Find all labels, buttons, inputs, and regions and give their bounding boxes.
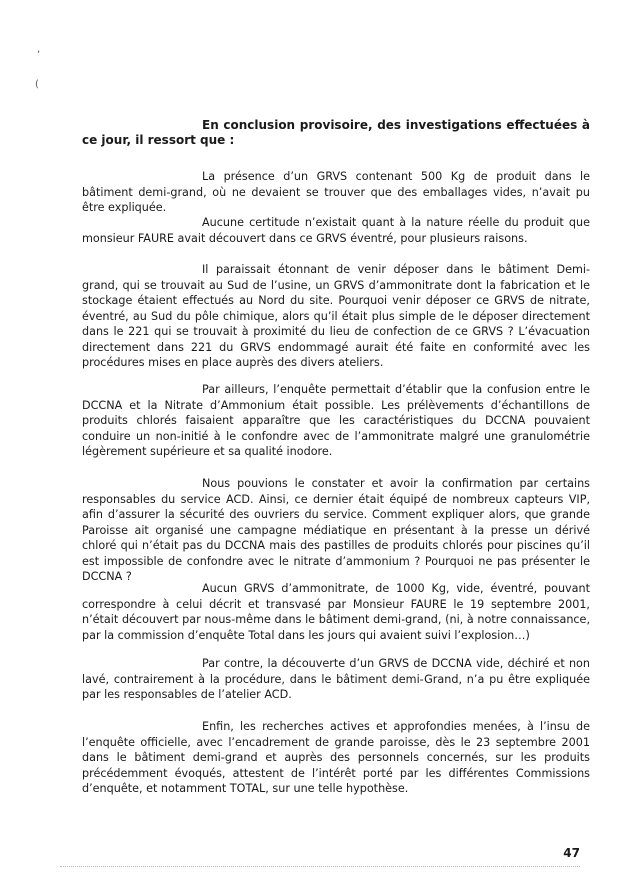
paragraph: Nous pouvions le constater et avoir la confirmation par certains responsables du service ACD. Ainsi, ce dernier était équipé de nombreux capteurs VIP, afin d’assurer la sécurité des ouvriers du service. Comment expliquer alors, que grande Paroisse ait organisé une campagne médiatique en présentant à la presse un dérivé chloré qui n’était pas du DCCNA mais des pastilles de produits chlorés pour piscines qu’il est impossible de confondre avec le nitrate d’ammonium ? Pourquoi ne pas présenter le DCCNA ? bbox=[82, 477, 590, 584]
paragraph: La présence d’un GRVS contenant 500 Kg de produit dans le bâtiment demi-grand, où ne devaient se trouver que des emballages vides, n’avait pu être expliquée. bbox=[82, 170, 590, 215]
page-number: 47 bbox=[563, 846, 580, 860]
scan-artifact bbox=[60, 866, 580, 869]
paragraph: Il paraissait étonnant de venir déposer dans le bâtiment Demi-grand, qui se trouvait au Sud de l’usine, un GRVS d’ammonitrate dont la fabrication et le stockage étaient effectués au Nord du site. Pourquoi venir déposer ce GRVS de nitrate, éventré, au Sud du pôle chimique, alors qu’il était plus simple de le déposer directement dans le 221 qui se trouvait à proximité du lieu de confection de ce GRVS ? L’évacuation directement dans 221 du GRVS endommagé aurait été faite en conformité avec les procédures mises en place auprès des divers ateliers. bbox=[82, 263, 590, 370]
scan-mark: , bbox=[37, 44, 41, 55]
scan-mark: ( bbox=[35, 79, 39, 90]
paragraph: Aucun GRVS d’ammonitrate, de 1000 Kg, vide, éventré, pouvant correspondre à celui décrit et transvasé par Monsieur FAURE le 19 septembre 2001, n’était découvert par nous-même dans le bâtiment demi-grand, (ni, à notre connaissance, par la commission d’enquête Total dans les jours qui avaient suivi l’explosion…) bbox=[82, 582, 590, 642]
paragraph: Par contre, la découverte d’un GRVS de DCCNA vide, déchiré et non lavé, contrairement à la procédure, dans le bâtiment demi-Grand, n’a pu être expliquée par les responsables de l’atelier ACD. bbox=[82, 657, 590, 702]
paragraph: Enfin, les recherches actives et approfondies menées, à l’insu de l’enquête officielle, avec l’encadrement de grande paroisse, dès le 23 septembre 2001 dans le bâtiment demi-grand et auprès des personnels concernés, sur les produits précédemment évoqués, attestent de l’intérêt porté par les différentes Commissions d’enquête, et notamment TOTAL, sur une telle hypothèse. bbox=[82, 720, 590, 796]
section-heading: En conclusion provisoire, des investigations effectuées à ce jour, il ressort que : bbox=[82, 118, 590, 147]
paragraph: Aucune certitude n’existait quant à la nature réelle du produit que monsieur FAURE avait découvert dans ce GRVS éventré, pour plusieurs raisons. bbox=[82, 216, 590, 245]
paragraph: Par ailleurs, l’enquête permettait d’établir que la confusion entre le DCCNA et la Nitrate d’Ammonium était possible. Les prélèvements d’échantillons de produits chlorés faisaient apparaître que les caractéristiques du DCCNA pouvaient conduire un non-initié à le confondre avec de l’ammonitrate malgré une granulométrie légèrement supérieure et sa qualité inodore. bbox=[82, 383, 590, 459]
